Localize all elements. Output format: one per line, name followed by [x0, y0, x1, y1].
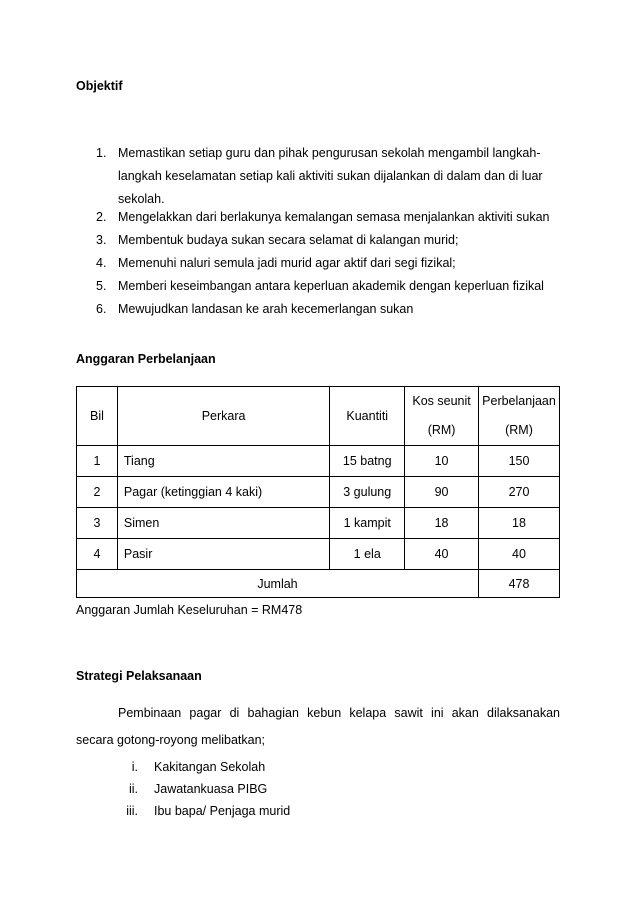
- objective-item-1: [96, 142, 566, 211]
- cell-kuantiti: 1 ela: [330, 539, 405, 570]
- table-header-row: [77, 387, 560, 446]
- table-row: [77, 508, 560, 539]
- total-value: 478: [478, 570, 559, 598]
- cell-bil: 4: [77, 539, 118, 570]
- budget-heading: Anggaran Perbelanjaan: [76, 352, 216, 366]
- cell-kuantiti: 15 batng: [330, 446, 405, 477]
- cell-kos: 90: [405, 477, 479, 508]
- cell-perkara: Pasir: [117, 539, 329, 570]
- cell-kuantiti: 3 gulung: [330, 477, 405, 508]
- objective-item-text-line: sekolah.: [118, 192, 165, 206]
- list-item-text: Ibu bapa/ Penjaga murid: [154, 804, 291, 818]
- strategy-paragraph: [76, 700, 560, 754]
- objective-item-number: 3.: [96, 233, 107, 247]
- objective-heading: Objektif: [76, 79, 123, 93]
- list-item-text: Kakitangan Sekolah: [154, 760, 266, 774]
- cell-perkara: Simen: [117, 508, 329, 539]
- table-row: [77, 539, 560, 570]
- table-row: [77, 477, 560, 508]
- roman-numeral: ii.: [128, 782, 138, 796]
- cell-bil: 2: [77, 477, 118, 508]
- objective-item-text: Memberi keseimbangan antara keperluan akademik dengan keperluan fizikal: [118, 279, 544, 293]
- cell-kos: 18: [405, 508, 479, 539]
- header-perkara: Perkara: [117, 387, 329, 446]
- objective-item-number: 5.: [96, 279, 107, 293]
- total-label: Jumlah: [77, 570, 479, 598]
- objective-item-text: Mengelakkan dari berlakunya kemalangan semasa menjalankan aktiviti sukan: [118, 210, 550, 224]
- cell-bil: 1: [77, 446, 118, 477]
- header-kos-line2: (RM): [427, 423, 456, 437]
- strategy-paragraph-line2: secara gotong-royong melibatkan;: [76, 733, 266, 747]
- header-kos-line1: Kos seunit: [412, 394, 471, 408]
- strategy-heading: Strategi Pelaksanaan: [76, 669, 202, 683]
- objective-item-number: 6.: [96, 302, 107, 316]
- objective-item-text: Membentuk budaya sukan secara selamat di kalangan murid;: [118, 233, 459, 247]
- budget-table: [76, 386, 560, 598]
- cell-perkara: Tiang: [117, 446, 329, 477]
- header-perbelanjaan-line2: (RM): [505, 423, 533, 437]
- strategy-paragraph-line1: Pembinaan pagar di bahagian kebun kelapa sawit ini akan dilaksanakan: [118, 706, 560, 720]
- cell-perbelanjaan: 150: [478, 446, 559, 477]
- cell-kos: 40: [405, 539, 479, 570]
- objective-item-text: Memenuhi naluri semula jadi murid agar aktif dari segi fizikal;: [118, 256, 456, 270]
- roman-numeral: i.: [131, 760, 138, 774]
- grand-total-note: Anggaran Jumlah Keseluruhan = RM478: [76, 603, 303, 617]
- cell-perbelanjaan: 270: [478, 477, 559, 508]
- cell-perbelanjaan: 40: [478, 539, 559, 570]
- objective-item-text-line: Memastikan setiap guru dan pihak pengurusan sekolah mengambil langkah-: [118, 146, 541, 160]
- objective-item-text: Mewujudkan landasan ke arah kecemerlangan sukan: [118, 302, 414, 316]
- cell-kuantiti: 1 kampit: [330, 508, 405, 539]
- header-kos-seunit: [405, 387, 479, 446]
- cell-perbelanjaan: 18: [478, 508, 559, 539]
- table-row: [77, 446, 560, 477]
- cell-bil: 3: [77, 508, 118, 539]
- objective-item-number: 1.: [96, 146, 107, 160]
- objective-item-text-line: langkah keselamatan setiap kali aktiviti sukan dijalankan di dalam dan di luar: [118, 169, 543, 183]
- objective-item-number: 2.: [96, 210, 107, 224]
- cell-kos: 10: [405, 446, 479, 477]
- cell-perkara: Pagar (ketinggian 4 kaki): [117, 477, 329, 508]
- header-kuantiti: Kuantiti: [330, 387, 405, 446]
- roman-numeral: iii.: [126, 804, 138, 818]
- table-total-row: [77, 570, 560, 598]
- objective-item-number: 4.: [96, 256, 107, 270]
- list-item-text: Jawatankuasa PIBG: [154, 782, 268, 796]
- header-perbelanjaan-line1: Perbelanjaan: [482, 394, 556, 408]
- header-bil: Bil: [77, 387, 118, 446]
- header-perbelanjaan: [478, 387, 559, 446]
